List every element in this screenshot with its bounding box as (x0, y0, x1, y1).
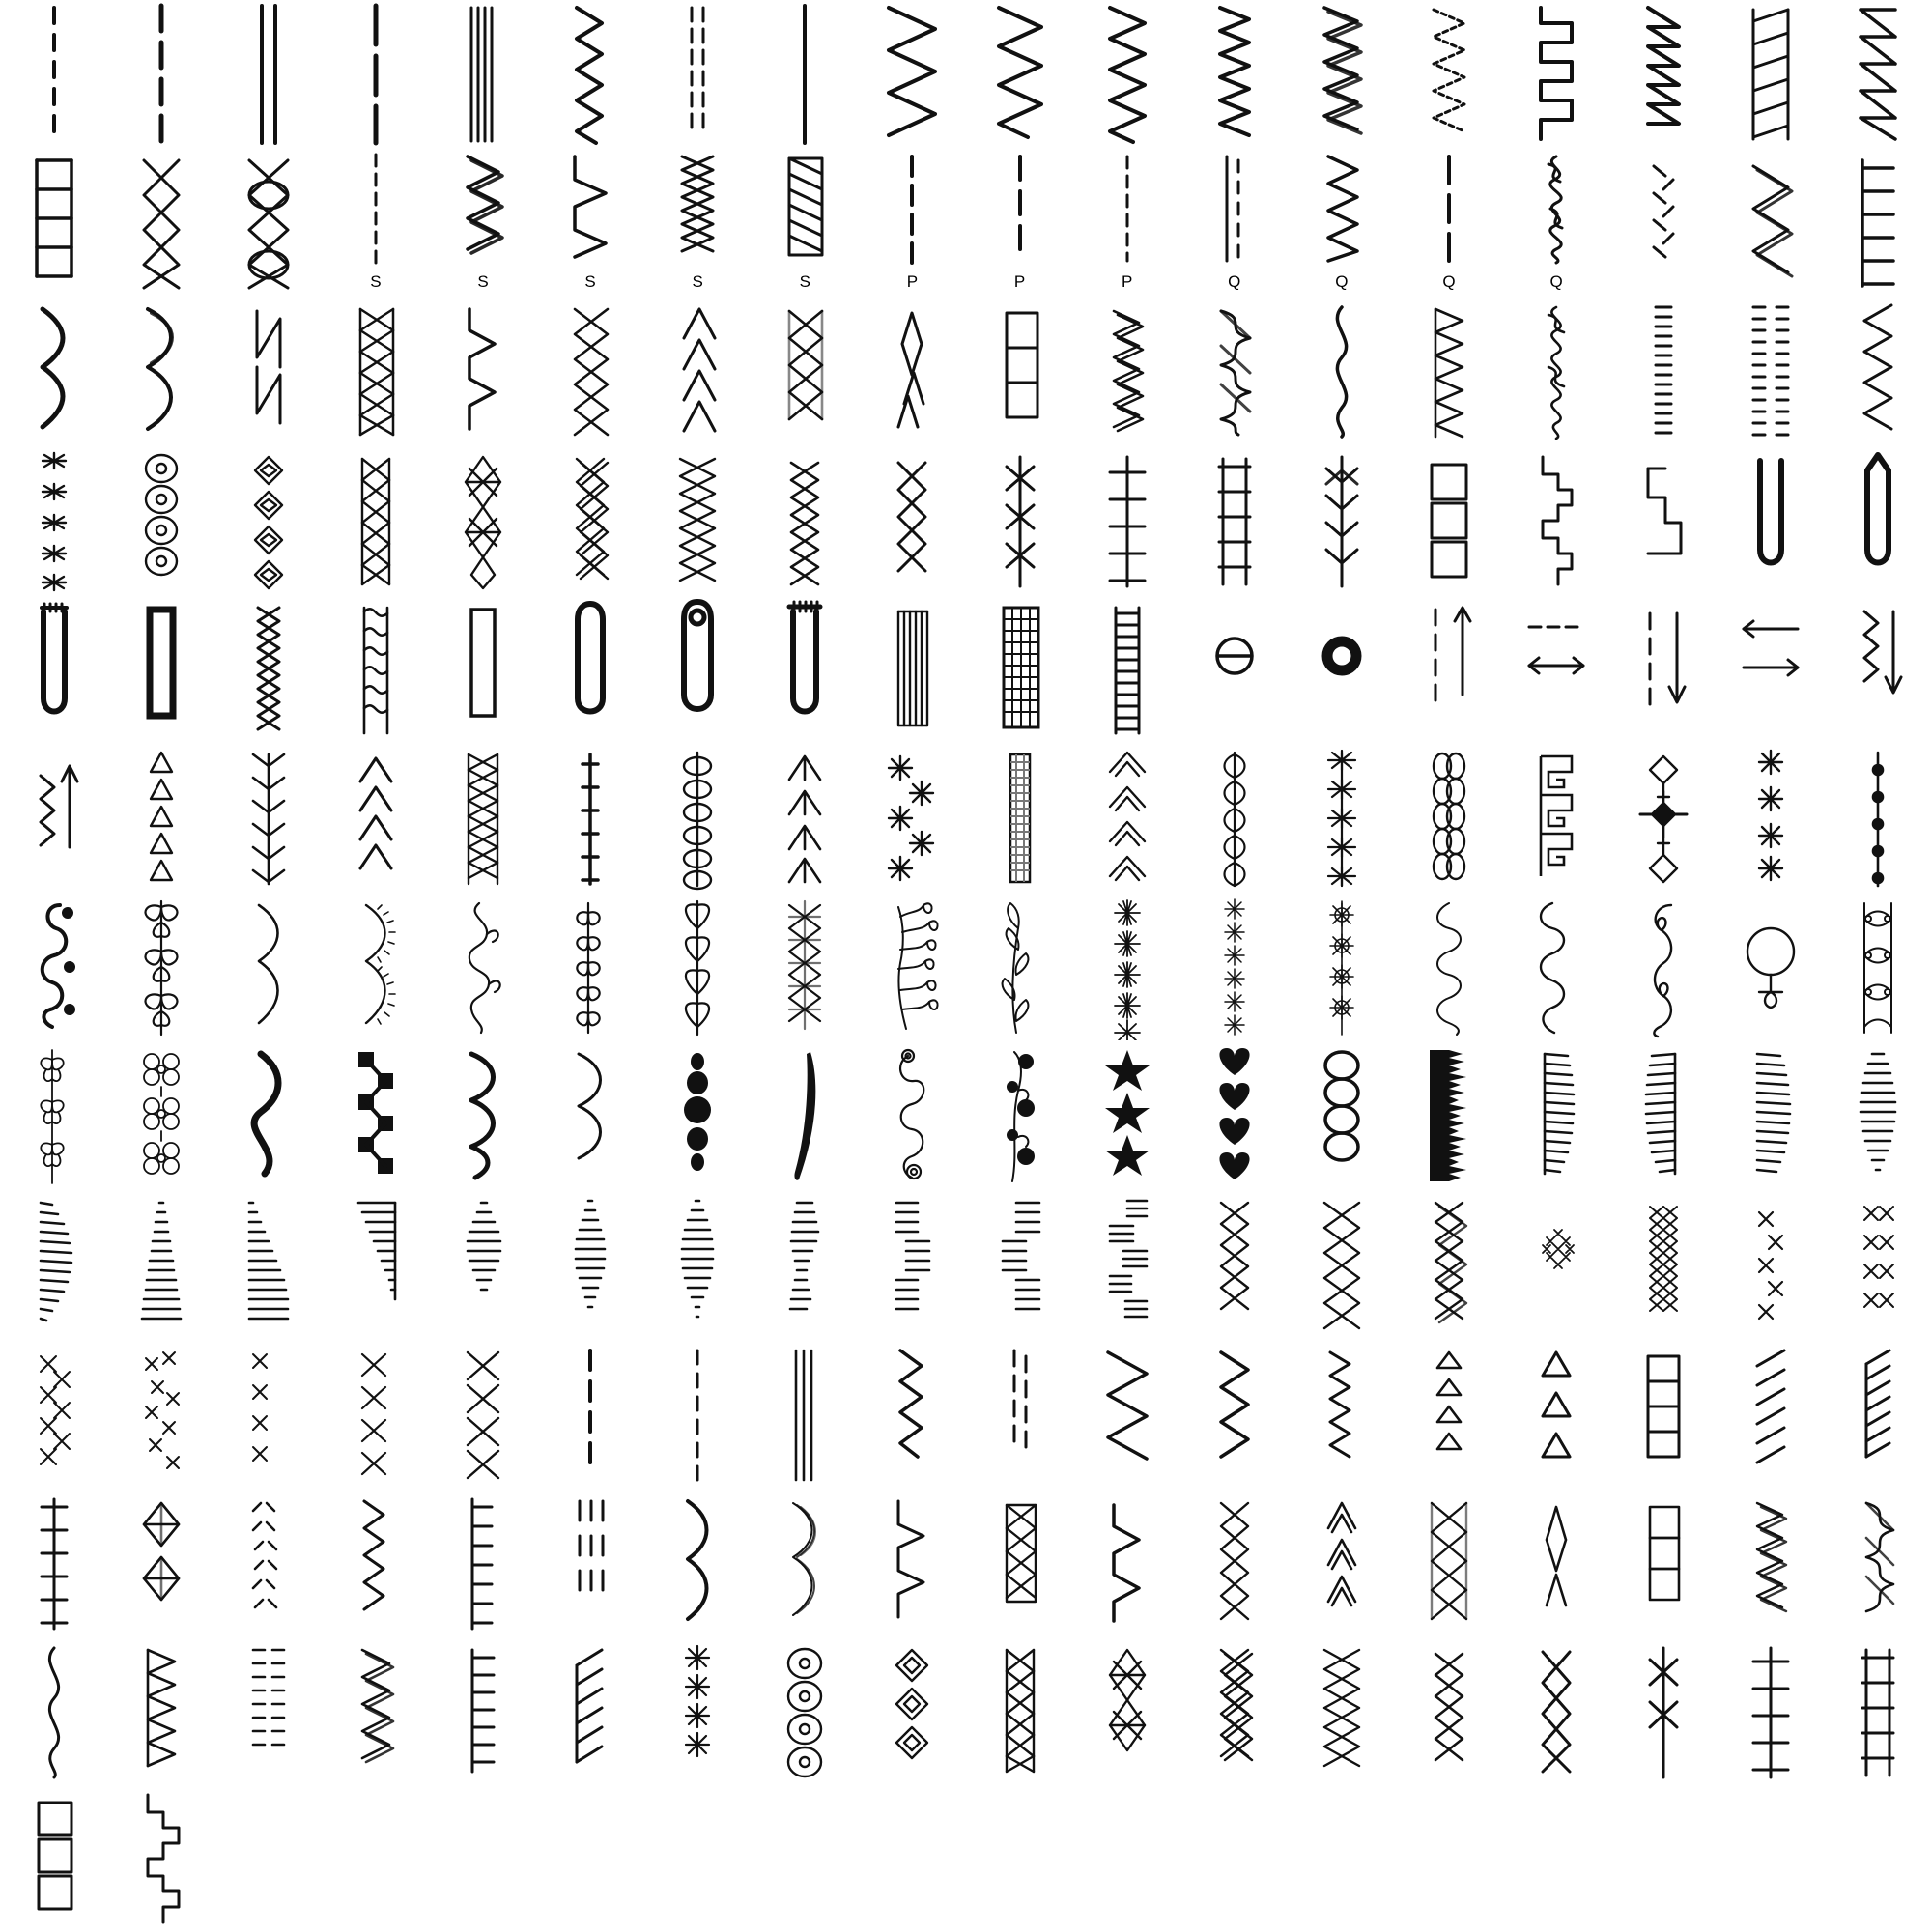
stitch-cell[interactable] (1180, 1042, 1288, 1191)
stitch-cell[interactable] (1503, 596, 1610, 745)
stitch-cell[interactable] (537, 894, 644, 1042)
stitch-cell[interactable] (0, 745, 107, 894)
stitch-cell[interactable] (537, 298, 644, 446)
stitch-cell[interactable] (1180, 1191, 1288, 1340)
stitch-cell[interactable] (966, 1042, 1073, 1191)
stitch-cell[interactable] (429, 298, 536, 446)
stitch-cell[interactable] (1395, 894, 1502, 1042)
stitch-cell[interactable] (752, 447, 859, 596)
stitch-cell[interactable] (429, 1191, 536, 1340)
stitch-cell[interactable] (966, 596, 1073, 745)
stitch-cell[interactable] (107, 1787, 214, 1932)
stitch-cell[interactable] (859, 1042, 966, 1191)
stitch-cell[interactable] (429, 1042, 536, 1191)
stitch-cell[interactable] (214, 298, 322, 446)
stitch-cell[interactable] (1395, 1490, 1502, 1638)
stitch-cell[interactable] (1503, 0, 1610, 149)
stitch-cell[interactable] (322, 149, 429, 298)
stitch-cell[interactable] (859, 894, 966, 1042)
stitch-cell[interactable] (1503, 1490, 1610, 1638)
stitch-cell[interactable] (1073, 894, 1180, 1042)
stitch-cell[interactable] (644, 1042, 752, 1191)
stitch-cell[interactable] (644, 1191, 752, 1340)
stitch-cell[interactable] (966, 1341, 1073, 1490)
stitch-cell[interactable] (1825, 149, 1932, 298)
stitch-cell[interactable] (1718, 1490, 1825, 1638)
stitch-cell[interactable] (1610, 1638, 1718, 1787)
stitch-cell[interactable] (214, 1490, 322, 1638)
stitch-cell[interactable] (1180, 149, 1288, 298)
stitch-cell[interactable] (966, 1191, 1073, 1340)
stitch-cell[interactable] (752, 1341, 859, 1490)
stitch-cell[interactable] (1825, 298, 1932, 446)
stitch-cell[interactable] (537, 596, 644, 745)
stitch-cell[interactable] (1073, 1191, 1180, 1340)
stitch-cell[interactable] (107, 1490, 214, 1638)
stitch-cell[interactable] (1288, 745, 1395, 894)
stitch-cell[interactable] (537, 447, 644, 596)
stitch-cell[interactable] (0, 596, 107, 745)
stitch-cell[interactable] (752, 894, 859, 1042)
stitch-cell[interactable] (1395, 149, 1502, 298)
stitch-cell[interactable] (1180, 745, 1288, 894)
stitch-cell[interactable] (1288, 298, 1395, 446)
stitch-cell[interactable] (752, 1638, 859, 1787)
stitch-cell[interactable] (752, 149, 859, 298)
stitch-cell[interactable] (1718, 149, 1825, 298)
stitch-cell[interactable] (214, 745, 322, 894)
stitch-cell[interactable] (1180, 298, 1288, 446)
stitch-cell[interactable] (966, 0, 1073, 149)
stitch-cell[interactable] (429, 149, 536, 298)
stitch-cell[interactable] (644, 596, 752, 745)
stitch-cell[interactable] (1718, 745, 1825, 894)
stitch-cell[interactable] (752, 1191, 859, 1340)
stitch-cell[interactable] (1288, 0, 1395, 149)
stitch-cell[interactable] (214, 447, 322, 596)
stitch-cell[interactable] (1503, 149, 1610, 298)
stitch-cell[interactable] (1395, 447, 1502, 596)
stitch-cell[interactable] (752, 596, 859, 745)
stitch-cell[interactable] (1180, 0, 1288, 149)
stitch-cell[interactable] (1395, 298, 1502, 446)
stitch-cell[interactable] (1288, 596, 1395, 745)
stitch-cell[interactable] (1288, 1638, 1395, 1787)
stitch-cell[interactable] (1503, 1638, 1610, 1787)
stitch-cell[interactable] (322, 596, 429, 745)
stitch-cell[interactable] (752, 745, 859, 894)
stitch-cell[interactable] (1825, 894, 1932, 1042)
stitch-cell[interactable] (322, 894, 429, 1042)
stitch-cell[interactable] (1180, 596, 1288, 745)
stitch-cell[interactable] (1503, 1042, 1610, 1191)
stitch-cell[interactable] (107, 1341, 214, 1490)
stitch-cell[interactable] (537, 1490, 644, 1638)
stitch-cell[interactable] (1825, 1341, 1932, 1490)
stitch-cell[interactable] (1718, 1341, 1825, 1490)
stitch-cell[interactable] (1825, 0, 1932, 149)
stitch-cell[interactable] (966, 149, 1073, 298)
stitch-cell[interactable] (1610, 1490, 1718, 1638)
stitch-cell[interactable] (322, 447, 429, 596)
stitch-cell[interactable] (0, 894, 107, 1042)
stitch-cell[interactable] (429, 447, 536, 596)
stitch-cell[interactable] (214, 596, 322, 745)
stitch-cell[interactable] (322, 1490, 429, 1638)
stitch-label: P (1013, 272, 1026, 292)
stitch-cell[interactable] (1288, 1042, 1395, 1191)
stitch-cell[interactable] (107, 149, 214, 298)
stitch-cell[interactable] (214, 1638, 322, 1787)
stitch-cell[interactable] (1288, 894, 1395, 1042)
stitch-cell[interactable] (1073, 298, 1180, 446)
stitch-cell[interactable] (107, 1638, 214, 1787)
stitch-cell[interactable] (107, 596, 214, 745)
stitch-cell[interactable] (1073, 1490, 1180, 1638)
stitch-cell[interactable] (1718, 0, 1825, 149)
stitch-cell[interactable] (107, 447, 214, 596)
stitch-cell[interactable] (1395, 596, 1502, 745)
stitch-cell[interactable] (1073, 447, 1180, 596)
stitch-cell[interactable] (322, 1341, 429, 1490)
stitch-cell[interactable] (859, 1490, 966, 1638)
stitch-cell[interactable] (966, 1638, 1073, 1787)
stitch-cell[interactable] (429, 0, 536, 149)
stitch-cell[interactable] (644, 298, 752, 446)
stitch-cell[interactable] (107, 1042, 214, 1191)
stitch-cell[interactable] (1180, 1490, 1288, 1638)
stitch-cell[interactable] (1610, 894, 1718, 1042)
stitch-cell[interactable] (1610, 0, 1718, 149)
stitch-cell[interactable] (1395, 1638, 1502, 1787)
stitch-cell[interactable] (1395, 1191, 1502, 1340)
stitch-cell[interactable] (752, 298, 859, 446)
stitch-cell[interactable] (644, 745, 752, 894)
stitch-label: S (692, 272, 703, 292)
stitch-cell[interactable] (1073, 0, 1180, 149)
stitch-cell[interactable] (0, 298, 107, 446)
stitch-cell[interactable] (1395, 1341, 1502, 1490)
stitch-cell[interactable] (1503, 894, 1610, 1042)
stitch-cell[interactable] (429, 894, 536, 1042)
stitch-cell[interactable] (1503, 447, 1610, 596)
stitch-cell[interactable] (1395, 0, 1502, 149)
stitch-cell[interactable] (1718, 298, 1825, 446)
stitch-cell[interactable] (107, 0, 214, 149)
stitch-cell[interactable] (966, 745, 1073, 894)
stitch-label: S (799, 272, 810, 292)
stitch-label: Q (1442, 272, 1456, 292)
stitch-cell[interactable] (1288, 1341, 1395, 1490)
stitch-cell[interactable] (1610, 596, 1718, 745)
stitch-cell[interactable] (1503, 745, 1610, 894)
stitch-cell[interactable] (429, 1638, 536, 1787)
stitch-cell[interactable] (214, 1341, 322, 1490)
stitch-cell[interactable] (0, 1638, 107, 1787)
stitch-cell[interactable] (752, 1490, 859, 1638)
stitch-cell[interactable] (1610, 149, 1718, 298)
stitch-cell[interactable] (966, 1490, 1073, 1638)
stitch-cell[interactable] (1825, 1042, 1932, 1191)
stitch-cell[interactable] (1073, 596, 1180, 745)
stitch-cell[interactable] (1610, 745, 1718, 894)
stitch-cell[interactable] (1718, 447, 1825, 596)
stitch-cell[interactable] (1180, 1638, 1288, 1787)
stitch-cell[interactable] (0, 447, 107, 596)
stitch-cell[interactable] (1503, 1341, 1610, 1490)
stitch-cell[interactable] (1288, 1191, 1395, 1340)
stitch-cell[interactable] (214, 894, 322, 1042)
stitch-cell[interactable] (1610, 1191, 1718, 1340)
stitch-cell[interactable] (1073, 745, 1180, 894)
stitch-cell[interactable] (0, 1042, 107, 1191)
stitch-label: P (906, 272, 919, 292)
stitch-cell[interactable] (214, 149, 322, 298)
stitch-cell[interactable] (322, 1191, 429, 1340)
stitch-cell[interactable] (644, 447, 752, 596)
stitch-cell[interactable] (322, 1042, 429, 1191)
stitch-cell[interactable] (1718, 1191, 1825, 1340)
stitch-cell[interactable] (107, 894, 214, 1042)
stitch-label: Q (1335, 272, 1349, 292)
stitch-label: Q (1228, 272, 1241, 292)
stitch-cell[interactable] (859, 149, 966, 298)
stitch-cell[interactable] (1073, 1042, 1180, 1191)
stitch-cell[interactable] (322, 1638, 429, 1787)
stitch-cell[interactable] (1610, 447, 1718, 596)
stitch-label: S (477, 272, 489, 292)
stitch-cell[interactable] (859, 1341, 966, 1490)
stitch-cell[interactable] (107, 298, 214, 446)
stitch-cell[interactable] (1825, 596, 1932, 745)
stitch-cell[interactable] (537, 1638, 644, 1787)
stitch-cell[interactable] (859, 447, 966, 596)
stitch-cell[interactable] (644, 894, 752, 1042)
stitch-cell[interactable] (1610, 1042, 1718, 1191)
stitch-label: S (370, 272, 382, 292)
stitch-cell[interactable] (1825, 447, 1932, 596)
stitch-cell[interactable] (1073, 1341, 1180, 1490)
stitch-cell[interactable] (537, 1341, 644, 1490)
stitch-cell[interactable] (537, 745, 644, 894)
stitch-cell[interactable] (1610, 1341, 1718, 1490)
stitch-cell[interactable] (1610, 298, 1718, 446)
stitch-cell[interactable] (1180, 447, 1288, 596)
stitch-cell[interactable] (537, 149, 644, 298)
stitch-cell[interactable] (1825, 1638, 1932, 1787)
stitch-cell[interactable] (429, 1341, 536, 1490)
stitch-cell[interactable] (107, 745, 214, 894)
stitch-cell[interactable] (1503, 1191, 1610, 1340)
stitch-cell[interactable] (859, 1638, 966, 1787)
stitch-cell[interactable] (0, 1787, 107, 1932)
stitch-cell[interactable] (429, 1490, 536, 1638)
stitch-cell[interactable] (0, 1191, 107, 1340)
stitch-cell[interactable] (429, 596, 536, 745)
stitch-cell[interactable] (1073, 1638, 1180, 1787)
stitch-cell[interactable] (0, 0, 107, 149)
stitch-cell[interactable] (859, 0, 966, 149)
stitch-cell[interactable] (0, 1341, 107, 1490)
stitch-cell[interactable] (752, 0, 859, 149)
stitch-cell[interactable] (644, 1638, 752, 1787)
stitch-cell[interactable] (1825, 745, 1932, 894)
stitch-cell[interactable] (1288, 447, 1395, 596)
stitch-cell[interactable] (1718, 1042, 1825, 1191)
stitch-cell[interactable] (322, 745, 429, 894)
stitch-cell[interactable] (322, 298, 429, 446)
stitch-cell[interactable] (537, 1042, 644, 1191)
stitch-cell[interactable] (1073, 149, 1180, 298)
stitch-cell[interactable] (859, 298, 966, 446)
stitch-cell[interactable] (966, 894, 1073, 1042)
stitch-cell[interactable] (214, 1191, 322, 1340)
stitch-label: P (1121, 272, 1133, 292)
stitch-cell[interactable] (966, 298, 1073, 446)
stitch-label: Q (1549, 272, 1563, 292)
stitch-cell[interactable] (1180, 894, 1288, 1042)
stitch-cell[interactable] (107, 1191, 214, 1340)
stitch-cell[interactable] (1503, 298, 1610, 446)
stitch-cell[interactable] (0, 149, 107, 298)
stitch-cell[interactable] (1825, 1490, 1932, 1638)
stitch-cell[interactable] (644, 1490, 752, 1638)
stitch-cell[interactable] (1718, 1638, 1825, 1787)
stitch-cell[interactable] (537, 1191, 644, 1340)
stitch-cell[interactable] (859, 745, 966, 894)
stitch-cell[interactable] (0, 1490, 107, 1638)
stitch-cell[interactable] (644, 0, 752, 149)
stitch-cell[interactable] (1288, 1490, 1395, 1638)
stitch-cell[interactable] (429, 745, 536, 894)
stitch-cell[interactable] (214, 1042, 322, 1191)
stitch-cell[interactable] (1288, 149, 1395, 298)
stitch-cell[interactable] (322, 0, 429, 149)
stitch-cell[interactable] (644, 149, 752, 298)
stitch-cell[interactable] (1718, 596, 1825, 745)
stitch-cell[interactable] (966, 447, 1073, 596)
stitch-cell[interactable] (1180, 1341, 1288, 1490)
stitch-cell[interactable] (859, 596, 966, 745)
stitch-cell[interactable] (1825, 1191, 1932, 1340)
stitch-cell[interactable] (859, 1191, 966, 1340)
stitch-cell[interactable] (1395, 1042, 1502, 1191)
stitch-cell[interactable] (537, 0, 644, 149)
stitch-cell[interactable] (752, 1042, 859, 1191)
stitch-cell[interactable] (644, 1341, 752, 1490)
stitch-cell[interactable] (1718, 894, 1825, 1042)
stitch-label: S (584, 272, 596, 292)
stitch-cell[interactable] (214, 0, 322, 149)
stitch-cell[interactable] (1395, 745, 1502, 894)
